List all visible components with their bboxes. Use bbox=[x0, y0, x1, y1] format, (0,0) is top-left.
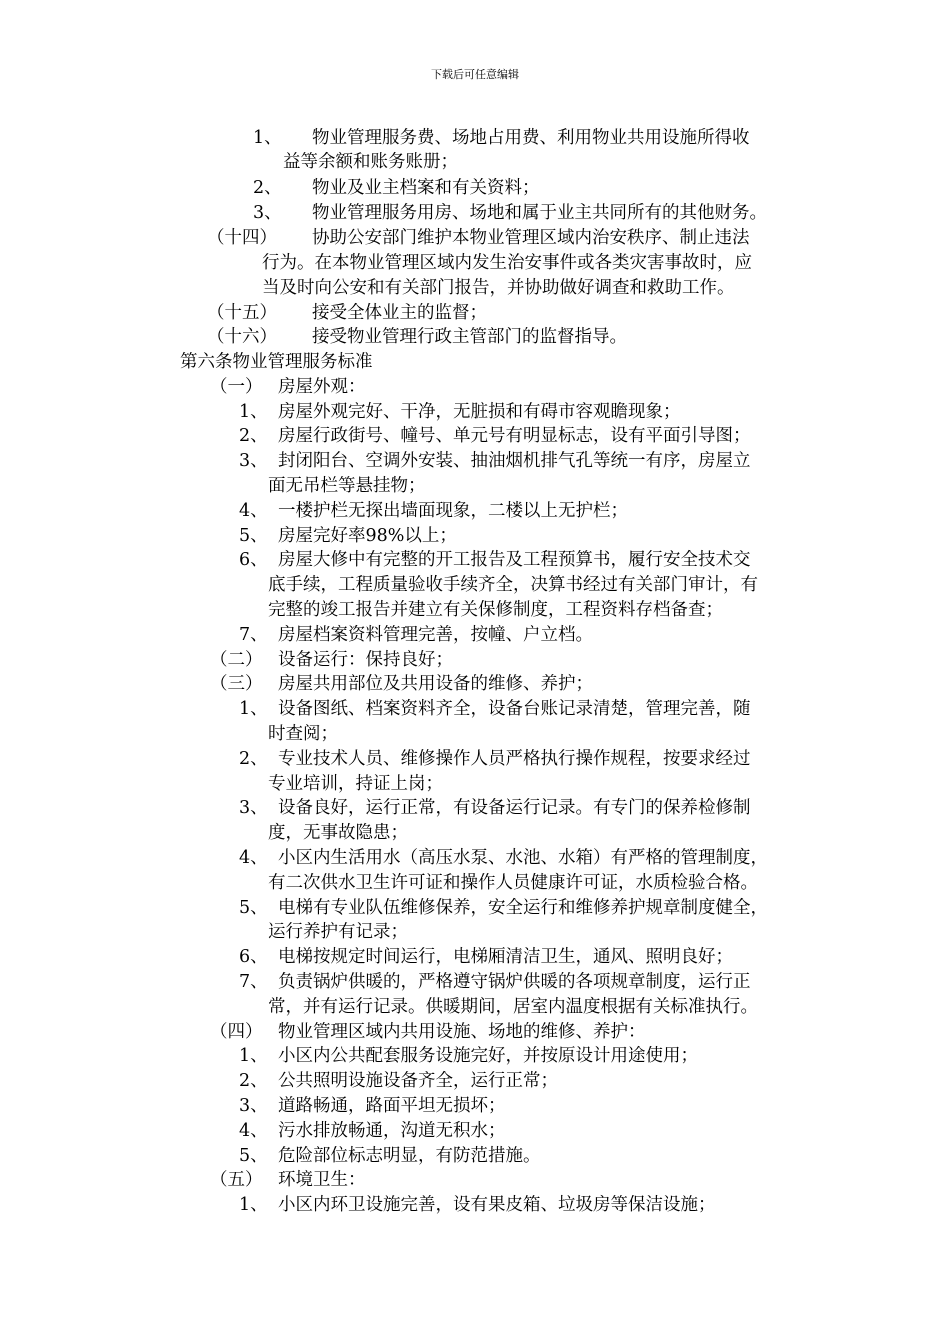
document-line bbox=[0, 846, 950, 870]
document-line bbox=[0, 424, 950, 448]
item-number: 3、 bbox=[239, 1096, 268, 1116]
line-text: 电梯按规定时间运行，电梯厢清洁卫生，通风、照明良好； bbox=[278, 947, 733, 967]
line-text: 物业管理区域内共用设施、场地的维修、养护： bbox=[278, 1022, 646, 1042]
line-text: 道路畅通，路面平坦无损坏； bbox=[278, 1096, 506, 1116]
line-text: 设备运行：保持良好； bbox=[278, 650, 453, 670]
item-number: 1、 bbox=[239, 699, 268, 719]
document-line bbox=[0, 150, 950, 174]
document-line bbox=[0, 449, 950, 473]
line-text: 房屋共用部位及共用设备的维修、养护； bbox=[278, 674, 593, 694]
item-number: 2、 bbox=[239, 426, 268, 446]
document-line bbox=[0, 276, 950, 300]
line-text: 房屋外观： bbox=[278, 377, 366, 397]
line-text: 专业培训，持证上岗； bbox=[268, 774, 443, 794]
line-text: 一楼护栏无探出墙面现象，二楼以上无护栏； bbox=[278, 501, 628, 521]
line-text: 协助公安部门维护本物业管理区域内治安秩序、制止违法 bbox=[312, 228, 750, 248]
item-number: （二） bbox=[210, 650, 263, 670]
document-line bbox=[0, 920, 950, 944]
item-number: 2、 bbox=[239, 1071, 268, 1091]
line-text: 房屋行政街号、幢号、单元号有明显标志，设有平面引导图； bbox=[278, 426, 751, 446]
line-text: 危险部位标志明显，有防范措施。 bbox=[278, 1146, 541, 1166]
document-line bbox=[0, 970, 950, 994]
item-number: （一） bbox=[210, 377, 263, 397]
item-number: 5、 bbox=[239, 1146, 268, 1166]
document-line bbox=[0, 400, 950, 424]
line-text: 有二次供水卫生许可证和操作人员健康许可证，水质检验合格。 bbox=[268, 873, 758, 893]
document-line bbox=[0, 474, 950, 498]
line-text: 接受物业管理行政主管部门的监督指导。 bbox=[312, 327, 627, 347]
page-header: 下载后可任意编辑 bbox=[431, 68, 519, 81]
item-number: 7、 bbox=[239, 972, 268, 992]
document-line bbox=[0, 648, 950, 672]
line-text: 负责锅炉供暖的，严格遵守锅炉供暖的各项规章制度，运行正 bbox=[278, 972, 751, 992]
item-number: 2、 bbox=[239, 749, 268, 769]
document-line bbox=[0, 1094, 950, 1118]
line-text: 完整的竣工报告并建立有关保修制度，工程资料存档备查； bbox=[268, 600, 723, 620]
line-text: 污水排放畅通，沟道无积水； bbox=[278, 1121, 506, 1141]
document-line bbox=[0, 1119, 950, 1143]
line-text: 电梯有专业队伍维修保养，安全运行和维修养护规章制度健全， bbox=[278, 898, 768, 918]
item-number: 3、 bbox=[253, 203, 282, 223]
item-number: 4、 bbox=[239, 1121, 268, 1141]
line-text: 房屋外观完好、干净，无脏损和有碍市容观瞻现象； bbox=[278, 402, 681, 422]
line-text: 设备良好，运行正常，有设备运行记录。有专门的保养检修制 bbox=[278, 798, 751, 818]
document-line bbox=[0, 697, 950, 721]
line-text: 房屋大修中有完整的开工报告及工程预算书，履行安全技术交 bbox=[278, 550, 751, 570]
line-text: 常，并有运行记录。供暖期间，居室内温度根据有关标准执行。 bbox=[268, 997, 758, 1017]
item-number: 6、 bbox=[239, 947, 268, 967]
item-number: 1、 bbox=[253, 128, 282, 148]
document-line bbox=[0, 672, 950, 696]
document-line bbox=[0, 524, 950, 548]
item-number: 1、 bbox=[239, 1195, 268, 1215]
line-text: 公共照明设施设备齐全，运行正常； bbox=[278, 1071, 558, 1091]
document-line bbox=[0, 772, 950, 796]
document-line bbox=[0, 722, 950, 746]
document-line bbox=[0, 499, 950, 523]
line-text: 环境卫生： bbox=[278, 1170, 366, 1190]
line-text: 设备图纸、档案资料齐全，设备台账记录清楚，管理完善，随 bbox=[278, 699, 751, 719]
line-text: 小区内环卫设施完善，设有果皮箱、垃圾房等保洁设施； bbox=[278, 1195, 716, 1215]
line-text: 时查阅； bbox=[268, 724, 338, 744]
document-line bbox=[0, 548, 950, 572]
document-line bbox=[0, 301, 950, 325]
document-line bbox=[0, 226, 950, 250]
item-number: 2、 bbox=[253, 178, 282, 198]
document-line bbox=[0, 1044, 950, 1068]
line-text: 房屋档案资料管理完善，按幢、户立档。 bbox=[278, 625, 593, 645]
document-line bbox=[0, 1069, 950, 1093]
document-line bbox=[0, 201, 950, 225]
document-line bbox=[0, 375, 950, 399]
item-number: （十五） bbox=[207, 303, 277, 323]
line-text: 度，无事故隐患； bbox=[268, 823, 408, 843]
item-number: 1、 bbox=[239, 1046, 268, 1066]
document-line bbox=[0, 821, 950, 845]
document-line bbox=[0, 598, 950, 622]
item-number: 4、 bbox=[239, 501, 268, 521]
document-line bbox=[0, 623, 950, 647]
item-number: 6、 bbox=[239, 550, 268, 570]
document-line bbox=[0, 573, 950, 597]
line-text: 物业管理服务用房、场地和属于业主共同所有的其他财务。 bbox=[312, 203, 767, 223]
line-text: 行为。在本物业管理区域内发生治安事件或各类灾害事故时，应 bbox=[262, 253, 752, 273]
document-line bbox=[0, 896, 950, 920]
item-number: （十六） bbox=[207, 327, 277, 347]
item-number: 3、 bbox=[239, 451, 268, 471]
line-text: 房屋完好率98%以上； bbox=[278, 526, 457, 546]
document-line bbox=[0, 325, 950, 349]
document-line bbox=[0, 126, 950, 150]
document-line bbox=[0, 747, 950, 771]
line-text: 面无吊栏等悬挂物； bbox=[268, 476, 426, 496]
line-text: 底手续，工程质量验收手续齐全，决算书经过有关部门审计，有 bbox=[268, 575, 758, 595]
item-number: 4、 bbox=[239, 848, 268, 868]
line-text: 益等余额和账务账册； bbox=[283, 152, 458, 172]
document-line bbox=[0, 871, 950, 895]
document-line bbox=[0, 251, 950, 275]
line-text: 第六条物业管理服务标准 bbox=[180, 352, 373, 372]
item-number: （五） bbox=[210, 1170, 263, 1190]
line-text: 运行养护有记录； bbox=[268, 922, 408, 942]
line-text: 专业技术人员、维修操作人员严格执行操作规程，按要求经过 bbox=[278, 749, 751, 769]
document-line bbox=[0, 995, 950, 1019]
item-number: 5、 bbox=[239, 526, 268, 546]
document-line bbox=[0, 1168, 950, 1192]
document-line bbox=[0, 945, 950, 969]
line-text: 物业管理服务费、场地占用费、利用物业共用设施所得收 bbox=[312, 128, 750, 148]
line-text: 当及时向公安和有关部门报告，并协助做好调查和救助工作。 bbox=[262, 278, 735, 298]
document-line bbox=[0, 1193, 950, 1217]
line-text: 接受全体业主的监督； bbox=[312, 303, 487, 323]
item-number: 5、 bbox=[239, 898, 268, 918]
document-line bbox=[0, 1020, 950, 1044]
line-text: 物业及业主档案和有关资料； bbox=[312, 178, 540, 198]
document-line bbox=[0, 350, 950, 374]
document-line bbox=[0, 1144, 950, 1168]
item-number: （三） bbox=[210, 674, 263, 694]
line-text: 小区内生活用水（高压水泵、水池、水箱）有严格的管理制度， bbox=[278, 848, 768, 868]
item-number: （四） bbox=[210, 1022, 263, 1042]
line-text: 封闭阳台、空调外安装、抽油烟机排气孔等统一有序，房屋立 bbox=[278, 451, 751, 471]
item-number: 3、 bbox=[239, 798, 268, 818]
document-line bbox=[0, 796, 950, 820]
item-number: （十四） bbox=[207, 228, 277, 248]
document-line bbox=[0, 176, 950, 200]
line-text: 小区内公共配套服务设施完好，并按原设计用途使用； bbox=[278, 1046, 698, 1066]
item-number: 1、 bbox=[239, 402, 268, 422]
item-number: 7、 bbox=[239, 625, 268, 645]
